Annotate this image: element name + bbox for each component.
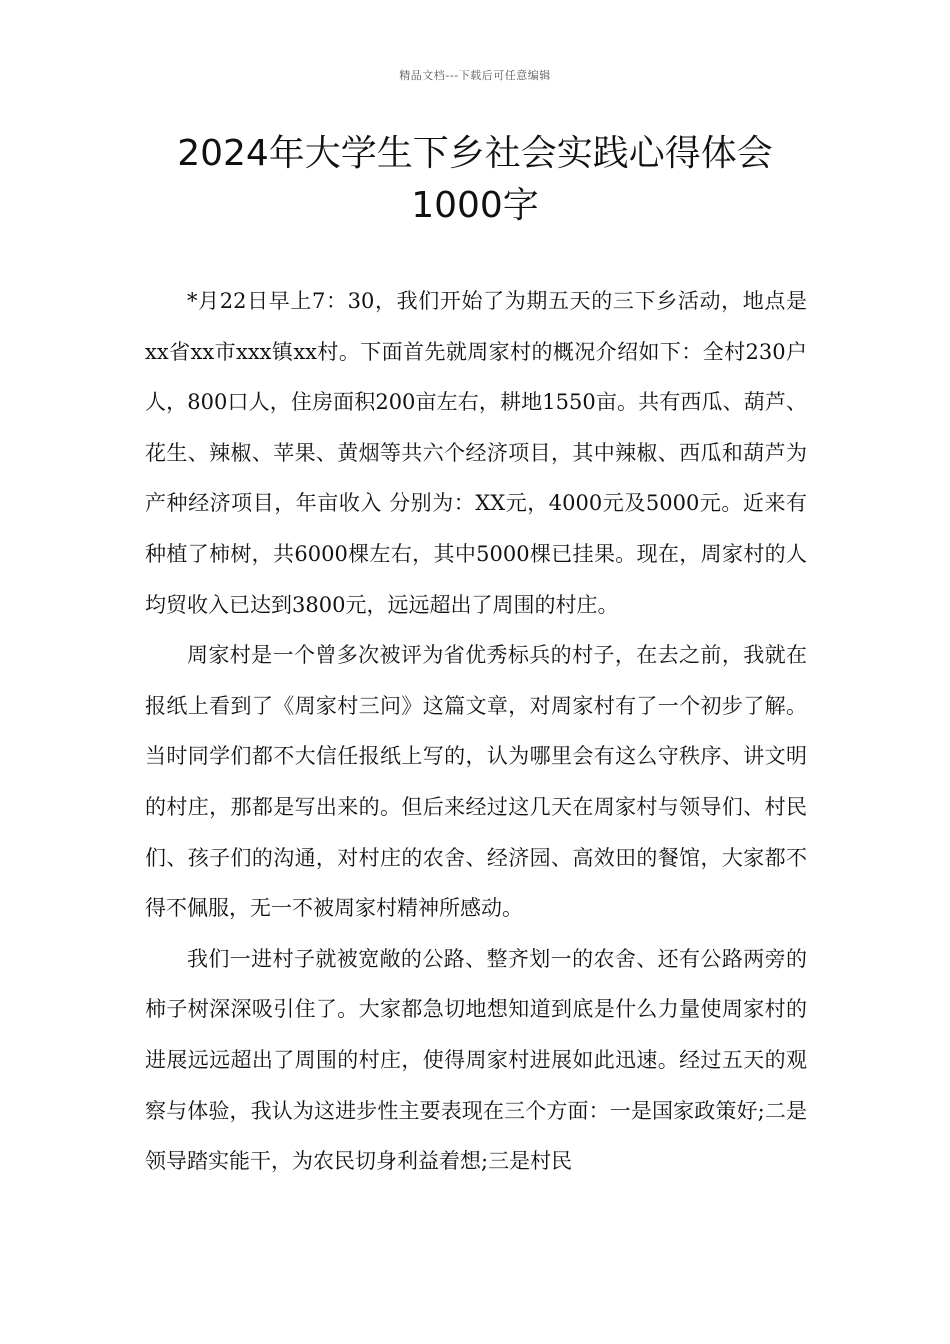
paragraph-3: 我们一进村子就被宽敞的公路、整齐划一的农舍、还有公路两旁的柿子树深深吸引住了。大家都急切地想知道到底是什么力量使周家村的进展远远超出了周围的村庄，使得周家村进展如此迅速。经过五天的观察与体验，我认为这进步性主要表现在三个方面：一是国家政策好;二是领导踏实能干，为农民切身利益着想;三是村民	[145, 946, 807, 1174]
paragraph-1: *月22日早上7：30，我们开始了为期五天的三下乡活动，地点是xx省xx市xxx镇xx村。下面首先就周家村的概况介绍如下：全村230户人，800口人，住房面积200亩左右，耕地1550亩。共有西瓜、葫芦、花生、辣椒、苹果、黄烟等共六个经济项目，其中辣椒、西瓜和葫芦为产种经济项目，年亩收入 分别为：XX元，4000元及5000元。近来有种植了柿树，共6000棵左右，其中5000棵已挂果。现在，周家村的人均贸收入已达到3800元，远远超出了周围的村庄。	[145, 289, 807, 617]
document-body	[145, 276, 807, 1187]
document-title-line-1: 2024年大学生下乡社会实践心得体会	[177, 133, 773, 174]
page-header: 精品文档---下载后可任意编辑	[399, 69, 551, 82]
document-title-line-2: 1000字	[411, 185, 539, 226]
document-title	[100, 128, 850, 232]
paragraph-2: 周家村是一个曾多次被评为省优秀标兵的村子，在去之前，我就在报纸上看到了《周家村三问》这篇文章，对周家村有了一个初步了解。当时同学们都不大信任报纸上写的，认为哪里会有这么守秩序、讲文明的村庄，那都是写出来的。但后来经过这几天在周家村与领导们、村民们、孩子们的沟通，对村庄的农舍、经济园、高效田的餐馆，大家都不得不佩服，无一不被周家村精神所感动。	[145, 643, 807, 921]
